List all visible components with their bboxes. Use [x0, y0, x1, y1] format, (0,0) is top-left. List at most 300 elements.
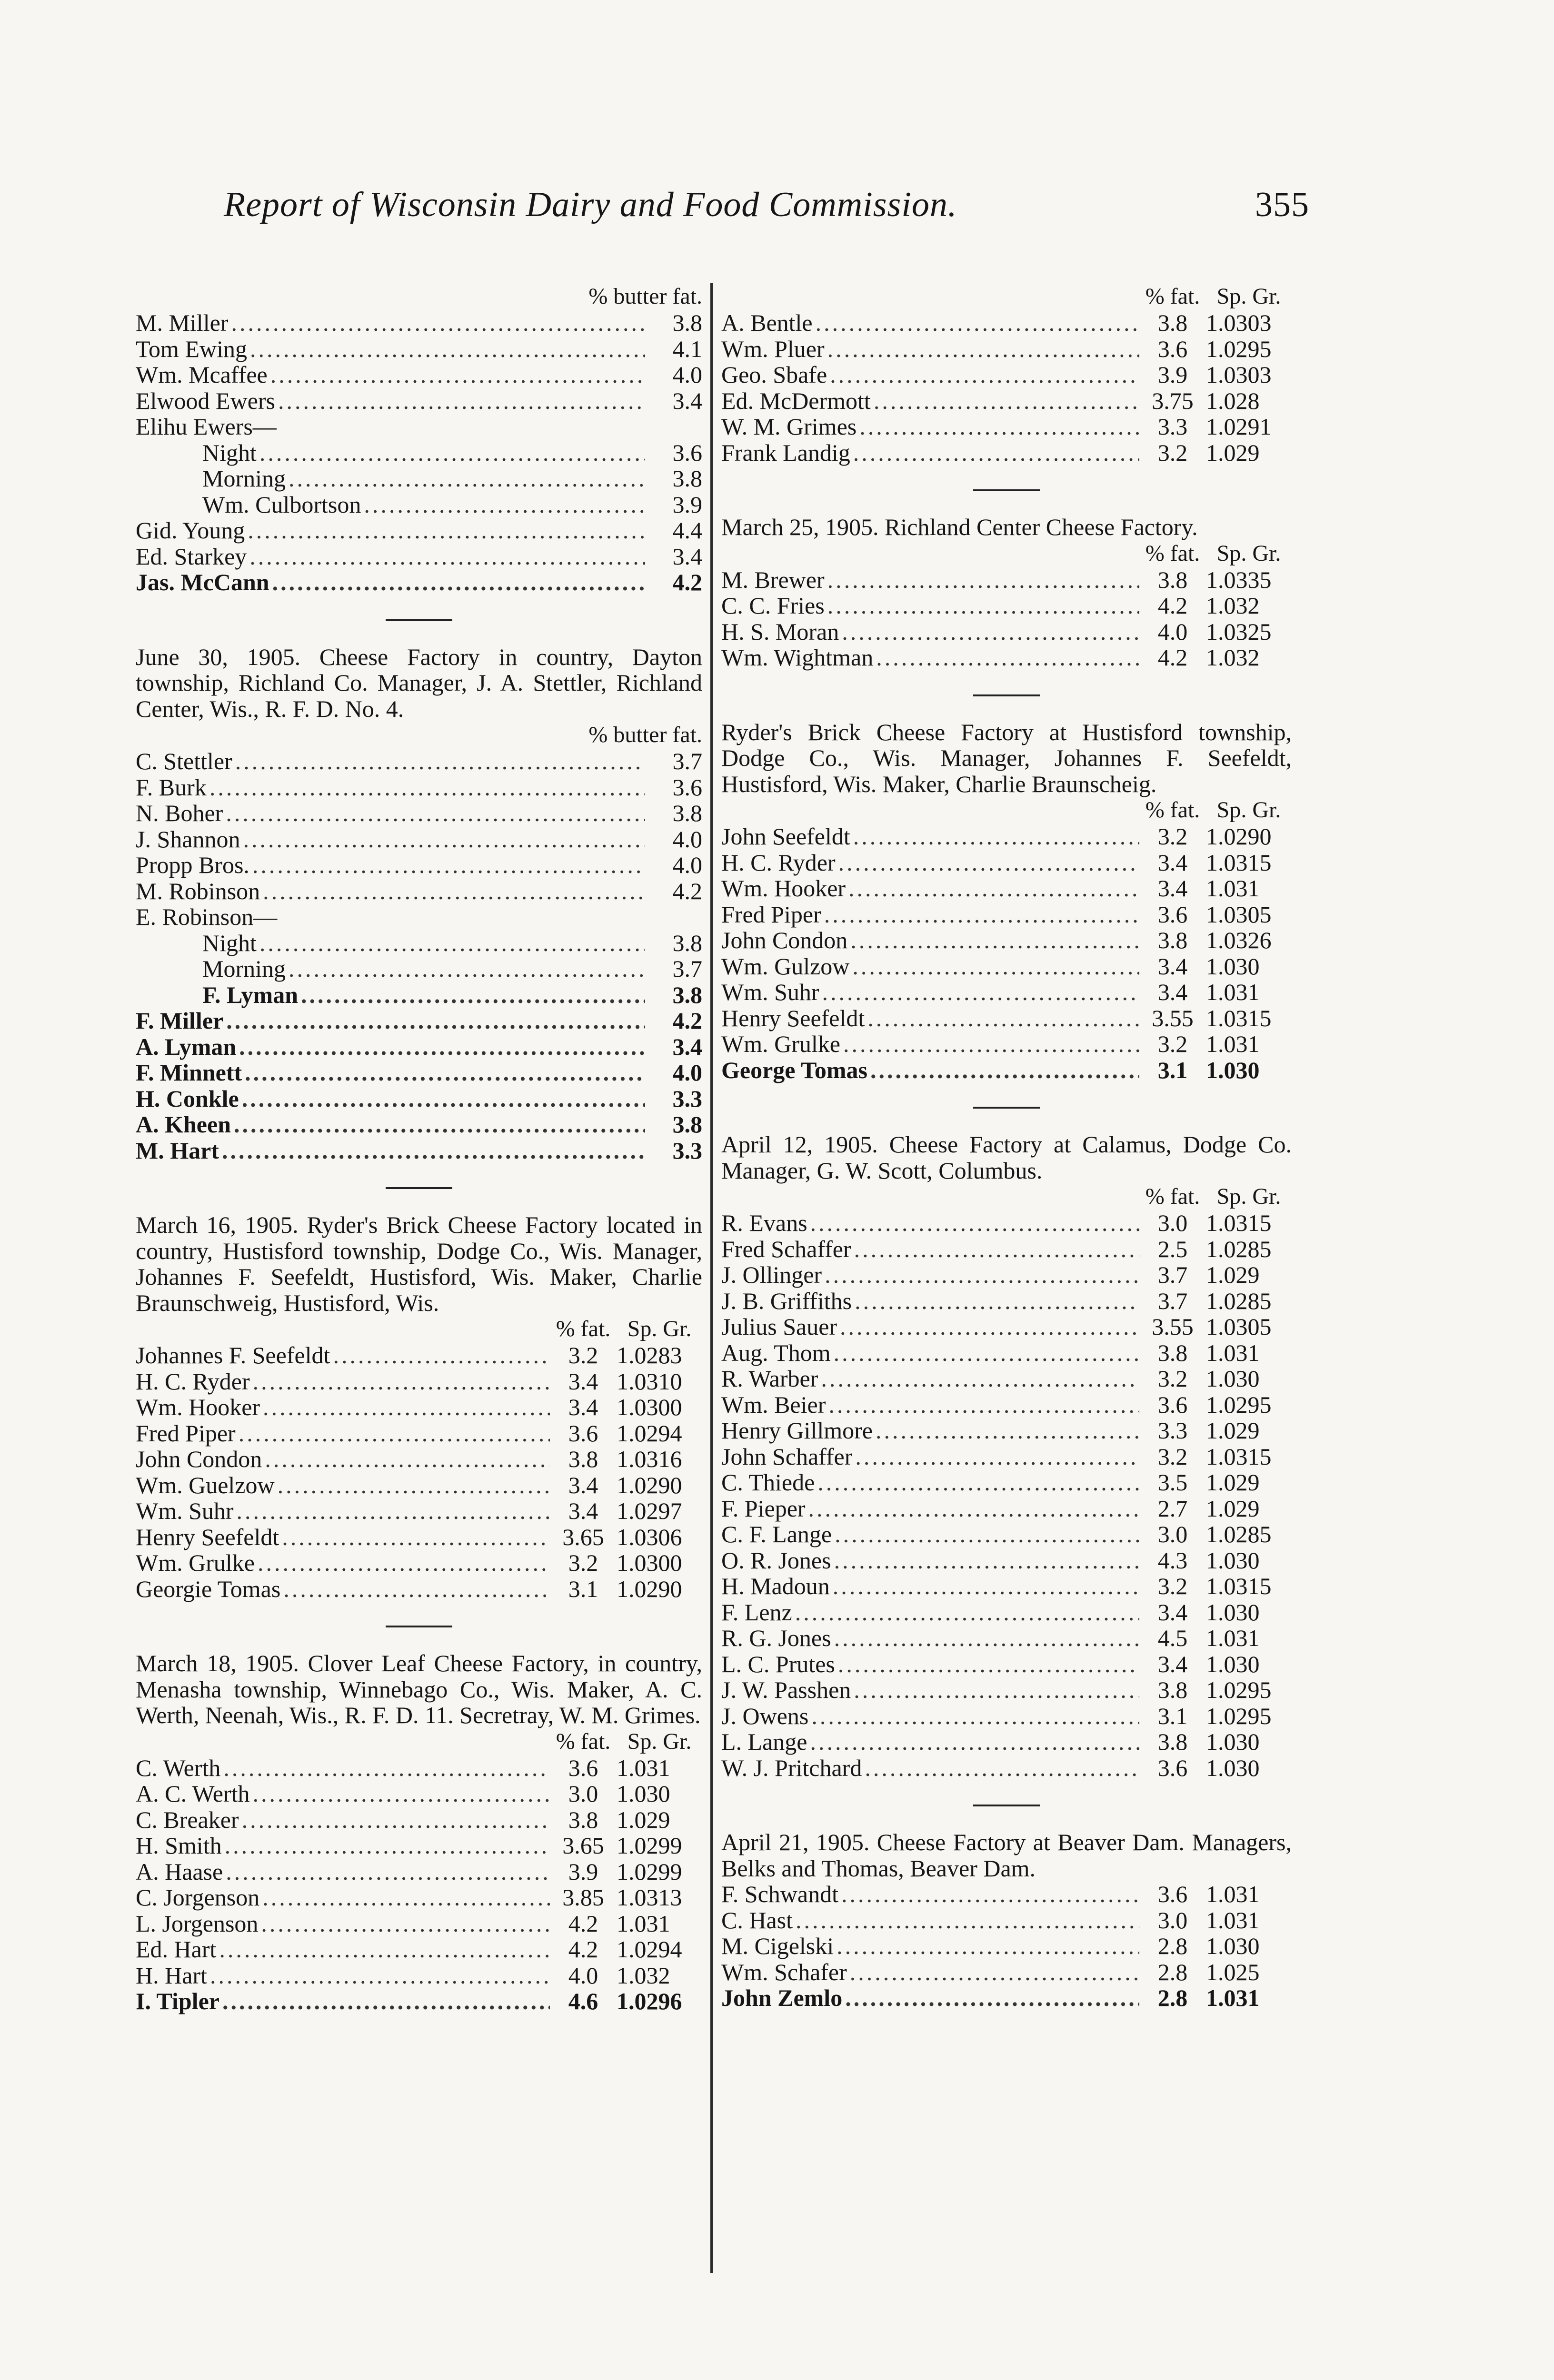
fat-value: 4.2 [568, 1910, 598, 1937]
butter-fat-value: 3.4 [672, 543, 702, 570]
specific-gravity-value: 1.0315 [1206, 1210, 1272, 1236]
specific-gravity-value: 1.0283 [617, 1342, 682, 1368]
leader-dots [279, 1524, 550, 1550]
row-name: H. C. Ryder [136, 1368, 250, 1395]
specific-gravity-value: 1.0285 [1206, 1235, 1272, 1262]
fat-value: 3.1 [568, 1575, 598, 1602]
leader-dots [819, 979, 1139, 1005]
leader-dots [839, 619, 1139, 645]
section-separator [973, 489, 1040, 491]
row-name: A. Bentle [721, 309, 813, 336]
table-row [721, 1547, 1292, 1574]
table-row [136, 544, 702, 570]
table-row [136, 1472, 702, 1498]
table-row [721, 1340, 1292, 1366]
table-row [136, 310, 702, 336]
specific-gravity-value: 1.0299 [617, 1832, 682, 1859]
leader-dots [219, 1988, 550, 2014]
section-separator [386, 1626, 452, 1627]
header-sp-gr: Sp. Gr. [1216, 284, 1281, 309]
fat-value: 2.8 [1157, 1958, 1188, 1985]
section-intro: April 21, 1905. Cheese Factory at Beaver Dam. Managers, Belks and Thomas, Beaver Dam. [721, 1829, 1292, 1882]
butter-fat-value: 4.1 [672, 335, 702, 362]
table-row [136, 878, 702, 904]
butter-fat-value: 4.2 [672, 877, 702, 904]
leader-dots [865, 1005, 1139, 1031]
fat-value: 3.0 [1157, 1210, 1188, 1236]
leader-dots [249, 852, 645, 878]
fat-value: 3.4 [568, 1471, 598, 1498]
leader-dots [247, 336, 645, 362]
section-intro: March 16, 1905. Ryder's Brick Cheese Factory located in country, Hustisford township, Dodge Co., Wis. Manager, Johannes F. Seefeldt, Hustisford, Wis. Maker, Charlie Braunschweig, Hustisford, Wis. [136, 1211, 702, 1316]
row-name: H. C. Ryder [721, 849, 836, 876]
row-name: Wm. Hooker [721, 875, 846, 902]
column-header-row [136, 722, 702, 748]
fat-value: 3.3 [1157, 413, 1188, 440]
specific-gravity-value: 1.0294 [617, 1936, 682, 1963]
leader-dots [835, 1651, 1139, 1677]
specific-gravity-value: 1.031 [1206, 1625, 1260, 1651]
row-name: Wm. Mcaffee [136, 361, 268, 388]
table-row [721, 362, 1292, 388]
fat-value: 3.4 [1157, 875, 1188, 902]
leader-dots [255, 1550, 550, 1576]
table-row [136, 1446, 702, 1472]
leader-dots [286, 956, 645, 982]
leader-dots [825, 567, 1139, 593]
row-name: R. Warber [721, 1365, 818, 1392]
row-name: R. Evans [721, 1210, 807, 1236]
fat-value: 3.8 [568, 1446, 598, 1472]
section-beaver-dam [721, 1829, 1292, 2011]
table-row [721, 1210, 1292, 1236]
fat-value: 4.3 [1157, 1547, 1188, 1574]
fat-value: 3.65 [562, 1523, 604, 1550]
leader-dots [236, 1420, 550, 1447]
leader-dots [834, 1933, 1139, 1959]
table-row [136, 492, 702, 518]
leader-dots [807, 1210, 1139, 1236]
fat-value: 3.2 [1157, 823, 1188, 850]
table-row [136, 1342, 702, 1368]
table-row [136, 1060, 702, 1086]
table-row [721, 567, 1292, 593]
fat-value: 3.8 [1157, 566, 1188, 593]
row-name: F. Schwandt [721, 1881, 838, 1907]
row-name: Morning [202, 955, 286, 982]
header-sp-gr: Sp. Gr. [1216, 1184, 1281, 1209]
table-row [721, 823, 1292, 850]
leader-dots [262, 1446, 550, 1472]
row-name: Jas. McCann [136, 569, 269, 595]
table-row [136, 800, 702, 826]
table-row [721, 1755, 1292, 1781]
leader-dots [260, 878, 645, 904]
table-row [721, 1959, 1292, 1985]
row-name: John Condon [721, 927, 848, 953]
column-header-row [721, 797, 1292, 823]
table-row [136, 1755, 702, 1781]
specific-gravity-value: 1.0290 [1206, 823, 1272, 850]
fat-value: 3.4 [568, 1497, 598, 1524]
header-sp-gr: Sp. Gr. [627, 1316, 692, 1341]
section-separator [973, 1805, 1040, 1806]
table-row [721, 1599, 1292, 1626]
table-row [136, 956, 702, 982]
leader-dots [250, 1368, 550, 1395]
table-row [721, 1677, 1292, 1703]
fat-value: 3.2 [1157, 1443, 1188, 1470]
leader-dots [851, 1236, 1139, 1262]
specific-gravity-value: 1.031 [1206, 1031, 1260, 1057]
butter-fat-value: 3.4 [672, 1033, 702, 1060]
specific-gravity-value: 1.0316 [617, 1446, 682, 1472]
fat-value: 3.4 [568, 1394, 598, 1420]
row-name: H. S. Moran [721, 618, 839, 645]
specific-gravity-value: 1.0290 [617, 1575, 682, 1602]
row-name: L. Lange [721, 1728, 807, 1755]
table-row [721, 1933, 1292, 1959]
row-name: H. Madoun [721, 1573, 830, 1599]
butter-fat-value: 3.3 [672, 1137, 702, 1164]
butter-fat-value: 3.6 [672, 439, 702, 466]
row-name: N. Boher [136, 800, 223, 826]
table-row [136, 1807, 702, 1833]
table-row [721, 1651, 1292, 1677]
leader-dots [298, 982, 645, 1008]
leader-dots [850, 440, 1139, 466]
fat-value: 3.6 [1157, 335, 1188, 362]
butter-fat-value: 3.6 [672, 774, 702, 801]
specific-gravity-value: 1.031 [617, 1754, 670, 1781]
table-row [721, 1057, 1292, 1083]
table-row [721, 1314, 1292, 1340]
specific-gravity-value: 1.031 [1206, 875, 1260, 902]
section-clover-leaf [136, 1650, 702, 2014]
leader-dots [851, 1677, 1139, 1703]
table-row [721, 414, 1292, 440]
fat-value: 3.8 [568, 1806, 598, 1833]
specific-gravity-value: 1.030 [1206, 1365, 1260, 1392]
specific-gravity-value: 1.0294 [617, 1419, 682, 1447]
specific-gravity-value: 1.031 [617, 1910, 670, 1937]
specific-gravity-value: 1.0325 [1206, 618, 1272, 645]
header-butter-fat: % butter fat. [588, 722, 702, 747]
section-fat-gr-list [721, 283, 1292, 466]
section-separator [386, 1187, 452, 1189]
page-number: 355 [1255, 185, 1309, 224]
specific-gravity-value: 1.029 [617, 1806, 670, 1833]
table-row [721, 1288, 1292, 1314]
table-row [136, 517, 702, 544]
row-name: C. Hast [721, 1906, 793, 1934]
row-name: W. M. Grimes [721, 413, 857, 440]
row-name: J. B. Griffiths [721, 1287, 852, 1314]
header-fat: % fat. [1145, 797, 1200, 823]
specific-gravity-value: 1.030 [1206, 1933, 1260, 1959]
row-name: H. Conkle [136, 1085, 239, 1112]
section-separator [973, 1107, 1040, 1109]
fat-value: 3.2 [1157, 1365, 1188, 1392]
leader-dots [223, 1008, 645, 1034]
leader-dots [806, 1496, 1139, 1522]
leader-dots [232, 748, 645, 774]
leader-dots [259, 1884, 550, 1911]
specific-gravity-value: 1.0295 [1206, 1702, 1272, 1729]
row-name: John Condon [136, 1446, 262, 1472]
specific-gravity-value: 1.0291 [1206, 413, 1272, 440]
table-row [136, 1138, 702, 1164]
leader-dots [867, 1057, 1139, 1083]
leader-dots [216, 1936, 550, 1963]
row-name: Wm. Suhr [136, 1497, 234, 1524]
row-name: M. Cigelski [721, 1933, 834, 1959]
fat-value: 3.6 [568, 1754, 598, 1781]
specific-gravity-value: 1.032 [617, 1962, 670, 1989]
butter-fat-value: 4.0 [672, 361, 702, 388]
specific-gravity-value: 1.0306 [617, 1523, 682, 1550]
leader-dots [269, 569, 645, 595]
section-fat-list-1 [136, 283, 702, 595]
table-row [721, 1444, 1292, 1470]
fat-value: 3.8 [1157, 1728, 1188, 1755]
fat-value: 3.4 [1157, 979, 1188, 1005]
leader-dots [245, 517, 645, 544]
table-row [136, 440, 702, 466]
table-row [721, 902, 1292, 928]
row-name: H. Smith [136, 1832, 222, 1859]
row-name: Wm. Grulke [136, 1549, 255, 1576]
specific-gravity-value: 1.0310 [617, 1368, 682, 1395]
fat-value: 4.0 [568, 1962, 598, 1989]
table-row [721, 440, 1292, 466]
specific-gravity-value: 1.0300 [617, 1549, 682, 1576]
fat-value: 2.8 [1157, 1933, 1188, 1959]
specific-gravity-value: 1.0313 [617, 1884, 682, 1911]
specific-gravity-value: 1.029 [1206, 439, 1260, 466]
row-name: C. F. Lange [721, 1521, 832, 1547]
fat-value: 3.6 [1157, 1881, 1188, 1907]
fat-value: 3.0 [1157, 1521, 1188, 1547]
leader-dots [826, 1392, 1139, 1418]
header-sp-gr: Sp. Gr. [627, 1728, 692, 1754]
specific-gravity-value: 1.0315 [1206, 1573, 1272, 1599]
row-name: Georgie Tomas [136, 1575, 281, 1602]
table-row [721, 645, 1292, 671]
row-name: J. Owens [721, 1702, 809, 1729]
table-row [136, 982, 702, 1008]
fat-value: 3.9 [568, 1858, 598, 1885]
leader-dots [825, 336, 1139, 362]
table-row [136, 1936, 702, 1963]
leader-dots [873, 645, 1139, 671]
leader-dots [239, 1086, 645, 1112]
row-name: J. W. Passhen [721, 1676, 851, 1703]
section-intro: April 12, 1905. Cheese Factory at Calamus, Dodge Co. Manager, G. W. Scott, Columbus. [721, 1131, 1292, 1184]
specific-gravity-value: 1.030 [1206, 1598, 1260, 1626]
leader-dots [361, 492, 645, 518]
table-row [136, 930, 702, 956]
fat-value: 3.0 [1157, 1906, 1188, 1934]
fat-value: 3.65 [562, 1832, 604, 1859]
row-name: C. Thiede [721, 1469, 815, 1496]
fat-value: 3.1 [1157, 1702, 1188, 1729]
fat-value: 3.2 [1157, 1031, 1188, 1057]
specific-gravity-value: 1.0326 [1206, 927, 1272, 953]
fat-value: 3.75 [1152, 387, 1194, 414]
row-name: Aug. Thom [721, 1339, 831, 1366]
row-name: Fred Schaffer [721, 1235, 851, 1262]
specific-gravity-value: 1.030 [1206, 1728, 1260, 1755]
section-intro: Ryder's Brick Cheese Factory at Hustisford township, Dodge Co., Wis. Manager, Johannes F. Seefeldt, Hustisford, Wis. Maker, Charlie Braunscheig. [721, 718, 1292, 797]
leader-dots [260, 1394, 550, 1420]
table-row [136, 1111, 702, 1138]
table-row [721, 593, 1292, 619]
specific-gravity-value: 1.0295 [1206, 1676, 1272, 1703]
leader-dots [847, 927, 1139, 953]
leader-dots [258, 1911, 550, 1937]
row-name: Fred Piper [136, 1419, 236, 1447]
row-name: Wm. Culbortson [202, 491, 361, 518]
row-name: Elihu Ewers— [136, 413, 277, 440]
table-row [721, 1496, 1292, 1522]
leader-dots [223, 800, 645, 826]
fat-value: 3.5 [1157, 1469, 1188, 1496]
row-name: F. Lenz [721, 1598, 792, 1626]
table-row [721, 850, 1292, 876]
specific-gravity-value: 1.0295 [1206, 1391, 1272, 1418]
leader-dots [207, 774, 645, 801]
butter-fat-value: 4.4 [672, 517, 702, 544]
leader-dots [236, 1034, 645, 1060]
section-intro: March 25, 1905. Richland Center Cheese Factory. [721, 514, 1198, 540]
leader-dots [827, 362, 1139, 388]
leader-dots [840, 1031, 1139, 1057]
row-name: Propp Bros. [136, 852, 249, 878]
running-header [224, 185, 1309, 225]
row-name: Henry Seefeldt [721, 1004, 865, 1031]
table-row [136, 388, 702, 414]
table-row [136, 1833, 702, 1859]
specific-gravity-value: 1.0299 [617, 1858, 682, 1885]
row-name: M. Hart [136, 1137, 219, 1164]
header-fat: % fat. [556, 1728, 611, 1754]
table-row [721, 1031, 1292, 1057]
row-name: Wm. Hooker [136, 1394, 260, 1420]
header-fat: % fat. [1145, 540, 1200, 566]
table-row [721, 619, 1292, 645]
specific-gravity-value: 1.025 [1206, 1958, 1260, 1985]
specific-gravity-value: 1.0296 [617, 1988, 682, 2014]
fat-value: 3.4 [1157, 1650, 1188, 1677]
row-name: John Zemlo [721, 1984, 843, 2011]
fat-value: 2.8 [1157, 1984, 1188, 2011]
leader-dots [275, 388, 645, 414]
row-name: J. Ollinger [721, 1261, 822, 1288]
table-row [136, 569, 702, 595]
leader-dots [831, 1625, 1139, 1651]
leader-dots [792, 1599, 1139, 1626]
specific-gravity-value: 1.0303 [1206, 361, 1272, 388]
row-name: Ed. Starkey [136, 543, 247, 570]
specific-gravity-value: 1.029 [1206, 1417, 1260, 1444]
table-row [721, 1881, 1292, 1907]
table-row [136, 1086, 702, 1112]
row-name: Wm. Guelzow [136, 1471, 275, 1498]
leader-dots [793, 1907, 1139, 1934]
row-name: Tom Ewing [136, 335, 247, 362]
leader-dots [847, 1959, 1139, 1985]
row-name: C. Stettler [136, 748, 232, 774]
leader-dots [228, 310, 645, 336]
table-row [136, 774, 702, 801]
table-row [136, 1008, 702, 1034]
leader-dots [837, 1314, 1139, 1340]
fat-value: 3.6 [1157, 1754, 1188, 1781]
table-row [136, 1420, 702, 1447]
row-name: M. Miller [136, 309, 229, 336]
table-row [721, 336, 1292, 362]
fat-value: 3.0 [568, 1780, 598, 1807]
fat-value: 3.2 [1157, 1573, 1188, 1599]
column-header-row [721, 1183, 1292, 1210]
butter-fat-value: 3.8 [672, 309, 702, 336]
butter-fat-value: 4.0 [672, 825, 702, 853]
row-name: George Tomas [721, 1056, 867, 1083]
table-row [136, 1781, 702, 1807]
butter-fat-value: 4.2 [672, 1007, 702, 1034]
row-name: Julius Sauer [721, 1313, 837, 1340]
column-header-row [721, 540, 1292, 567]
row-name: Elwood Ewers [136, 387, 275, 414]
table-row [721, 388, 1292, 414]
fat-value: 3.8 [1157, 309, 1188, 336]
fat-value: 2.5 [1157, 1235, 1188, 1262]
specific-gravity-value: 1.0315 [1206, 849, 1272, 876]
row-name: C. Werth [136, 1754, 221, 1781]
row-name: M. Robinson [136, 877, 260, 904]
leader-dots [275, 1472, 550, 1498]
leader-dots [219, 1138, 645, 1164]
specific-gravity-value: 1.0305 [1206, 901, 1272, 928]
row-name: C. C. Fries [721, 592, 825, 619]
fat-value: 3.3 [1157, 1417, 1188, 1444]
leader-dots [846, 875, 1139, 902]
leader-dots [239, 1807, 550, 1833]
row-name: Geo. Sbafe [721, 361, 827, 388]
leader-dots [825, 593, 1139, 619]
row-name: Fred Piper [721, 901, 821, 928]
row-name: Wm. Beier [721, 1391, 826, 1418]
header-butter-fat: % butter fat. [588, 284, 702, 309]
leader-dots [257, 930, 645, 956]
table-row [721, 1262, 1292, 1288]
table-row [136, 748, 702, 774]
header-sp-gr: Sp. Gr. [1216, 540, 1281, 566]
table-row [136, 1859, 702, 1885]
row-name: Ed. Hart [136, 1936, 217, 1963]
row-name: Night [202, 439, 257, 466]
row-name: Wm. Pluer [721, 335, 825, 362]
specific-gravity-value: 1.0290 [617, 1471, 682, 1498]
fat-value: 3.2 [1157, 439, 1188, 466]
table-row [136, 904, 702, 930]
butter-fat-value: 3.9 [672, 491, 702, 518]
row-name: F. Pieper [721, 1495, 806, 1522]
row-name: John Seefeldt [721, 823, 850, 850]
row-name: Wm. Schafer [721, 1958, 847, 1985]
butter-fat-value: 3.7 [672, 955, 702, 982]
